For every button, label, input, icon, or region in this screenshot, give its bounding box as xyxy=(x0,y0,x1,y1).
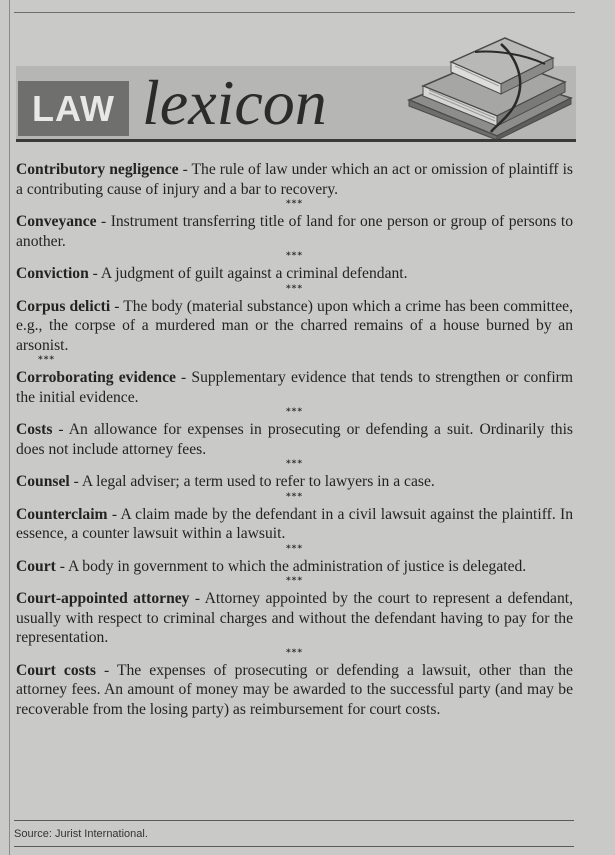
glossary-term: Corpus delicti xyxy=(16,297,111,315)
glossary-definition: The rule of law under which an act or omission of plaintiff is a contributing cause of injury and a bar to recovery. xyxy=(16,161,573,198)
lexicon-title: lexicon xyxy=(142,67,327,138)
glossary-definition: A body in government to which the administration of justice is delegated. xyxy=(68,557,527,575)
glossary-term: Conviction xyxy=(16,265,89,282)
glossary-term: Court costs xyxy=(16,661,96,679)
glossary-definition: A legal adviser; a term used to refer to lawyers in a case. xyxy=(81,473,435,490)
glossary-entry: Court-appointed attorney - Attorney appointed by the court to represent a defendant, usually with respect to criminal charges and without the defendant having to pay for the representation. xyxy=(16,590,573,646)
glossary-entry: Counterclaim - A claim made by the defendant in a civil lawsuit against the plaintiff. In essence, a counter lawsuit within a lawsuit. xyxy=(16,505,573,542)
glossary-entry: Conviction - A judgment of guilt against a criminal defendant. xyxy=(16,265,408,282)
glossary-term: Contributory negligence xyxy=(16,161,179,178)
glossary-entry: Conveyance - Instrument transferring title of land for one person or group of persons to another. xyxy=(16,213,573,250)
source-credit: Source: Jurist International. xyxy=(14,828,148,840)
glossary-list xyxy=(16,160,573,719)
glossary-definition: A claim made by the defendant in a civil lawsuit against the plaintiff. In essence, a counter lawsuit within a lawsuit. xyxy=(16,505,573,542)
glossary-entry: Costs - An allowance for expenses in prosecuting or defending a suit. Ordinarily this does not include attorney fees. xyxy=(16,421,573,458)
glossary-term: Costs xyxy=(16,421,53,438)
entry-separator: *** xyxy=(285,459,304,469)
entry-separator: *** xyxy=(285,576,304,586)
books-icon xyxy=(405,28,575,140)
glossary-entry: Counsel - A legal adviser; a term used to refer to lawyers in a case. xyxy=(16,473,435,490)
entry-separator: *** xyxy=(285,283,304,294)
entry-separator: *** xyxy=(38,355,56,365)
source-rule-top xyxy=(14,820,574,821)
glossary-definition: The body (material substance) upon which a crime has been committee, e.g., the corpse of a murdered man or the charred remains of a house burned by an arsonist. xyxy=(16,297,574,354)
glossary-entry: Court costs - The expenses of prosecuting or defending a lawsuit, other than the attorney fees. An amount of money may be awarded to the successful party (and may be recoverable from the losing party) as reimbursement for court costs. xyxy=(16,661,573,718)
left-border xyxy=(9,0,10,855)
glossary-definition: Attorney appointed by the court to represent a defendant, usually with respect to criminal charges and without the defendant having to pay for the representation. xyxy=(16,590,573,646)
source-rule-bottom xyxy=(14,846,574,847)
glossary-term: Counterclaim xyxy=(16,505,108,523)
glossary-term: Court-appointed attorney xyxy=(16,590,190,607)
glossary-definition: An allowance for expenses in prosecuting or defending a suit. Ordinarily this does not include attorney fees. xyxy=(16,421,573,458)
entry-separator: *** xyxy=(285,647,304,658)
glossary-term: Conveyance xyxy=(16,213,97,230)
law-label: LAW xyxy=(18,81,129,136)
glossary-definition: A judgment of guilt against a criminal defendant. xyxy=(100,265,408,282)
glossary-term: Corroborating evidence xyxy=(16,369,176,386)
top-rule xyxy=(14,12,575,13)
glossary-definition: Supplementary evidence that tends to strengthen or confirm the initial evidence. xyxy=(16,369,573,406)
entry-separator: *** xyxy=(285,407,304,417)
glossary-definition: The expenses of prosecuting or defending a lawsuit, other than the attorney fees. An amount of money may be awarded to the successful party (and may be recoverable from the losing party) as reimbursement for court costs. xyxy=(16,661,573,718)
glossary-entry: Corpus delicti - The body (material substance) upon which a crime has been committee, e.g., the corpse of a murdered man or the charred remains of a house burned by an arsonist. xyxy=(16,297,574,354)
entry-separator: *** xyxy=(285,199,304,209)
glossary-entry: Corroborating evidence - Supplementary evidence that tends to strengthen or confirm the initial evidence. xyxy=(16,369,573,406)
glossary-entry: Contributory negligence - The rule of law under which an act or omission of plaintiff is a contributing cause of injury and a bar to recovery. xyxy=(16,161,573,198)
entry-separator: *** xyxy=(285,491,304,502)
entry-separator: *** xyxy=(285,543,304,554)
masthead-rule xyxy=(16,139,576,142)
glossary-entry: Court - A body in government to which the administration of justice is delegated. xyxy=(16,557,527,575)
glossary-term: Counsel xyxy=(16,473,70,490)
entry-separator: *** xyxy=(285,251,304,261)
glossary-term: Court xyxy=(16,557,56,575)
glossary-definition: Instrument transferring title of land for one person or group of persons to another. xyxy=(16,213,573,250)
